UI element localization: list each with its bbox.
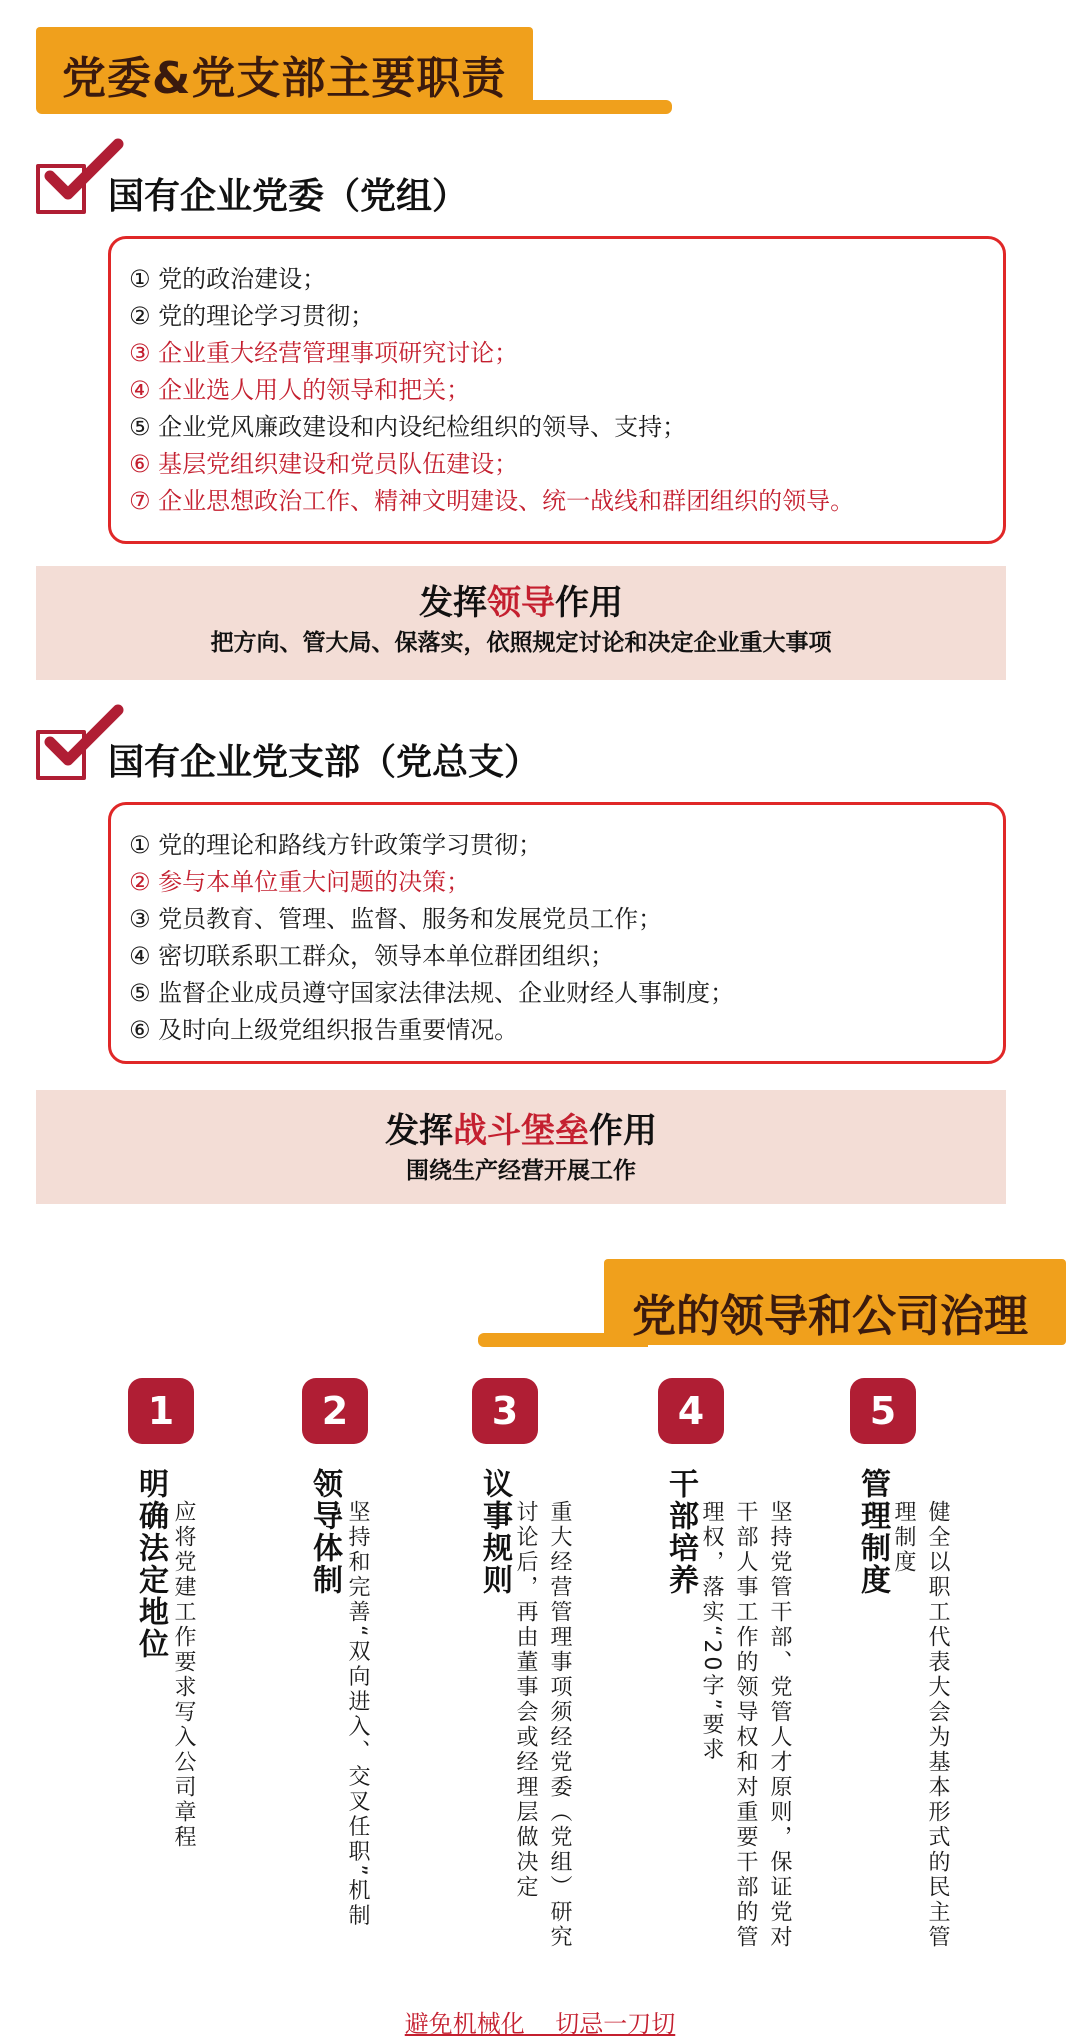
- committee-role-band: [36, 566, 1006, 680]
- duty-item: ① 党的理论和路线方针政策学习贯彻；: [129, 831, 543, 859]
- checkbox-icon: [36, 164, 86, 214]
- duty-item: ① 党的政治建设；: [129, 265, 327, 293]
- duty-item: ⑤ 监督企业成员遵守国家法律法规、企业财经人事制度；: [129, 979, 735, 1007]
- duty-item: ③ 党员教育、管理、监督、服务和发展党员工作；: [129, 905, 663, 933]
- governance-title: 领导体制: [307, 1468, 342, 1596]
- checkbox-icon: [36, 730, 86, 780]
- governance-title: 干部培养: [663, 1468, 698, 1596]
- committee-heading: 国有企业党委（党组）: [108, 176, 469, 217]
- governance-title: 管理制度: [855, 1468, 890, 1596]
- governance-desc: 应将党建工作要求写入公司章程: [171, 1500, 196, 1850]
- governance-desc: 坚持和完善“双向进入、交叉任职”机制: [345, 1500, 370, 1929]
- governance-desc: 重大经营管理事项须经党委（党组）研究 讨论后，再由董事会或经理层做决定: [513, 1500, 572, 1950]
- committee-duties-box: [108, 236, 1006, 544]
- number-badge: 2: [302, 1378, 368, 1444]
- duty-item: ② 党的理论学习贯彻；: [129, 302, 375, 330]
- section-title: 党的领导和公司治理: [632, 1291, 1028, 1342]
- governance-desc: 坚持党管干部、党管人才原则，保证党对 干部人事工作的领导权和对重要干部的管 理权，落实“20字”要求: [699, 1500, 792, 1950]
- number-badge: 4: [658, 1378, 724, 1444]
- role-title: 发挥战斗堡垒作用: [385, 1111, 657, 1151]
- duty-item: ② 参与本单位重大问题的决策；: [129, 868, 471, 896]
- governance-title: 明确法定地位: [133, 1468, 168, 1660]
- duty-item: ⑥ 基层党组织建设和党员队伍建设；: [129, 450, 519, 478]
- section-banner-underline: [478, 1333, 648, 1347]
- branch-duties-box: [108, 802, 1006, 1064]
- governance-desc: 健全以职工代表大会为基本形式的民主管 理制度: [891, 1500, 950, 1950]
- duty-item: ③ 企业重大经营管理事项研究讨论；: [129, 339, 519, 367]
- duty-item: ⑥ 及时向上级党组织报告重要情况。: [129, 1016, 519, 1044]
- role-description: 把方向、管大局、保落实，依照规定讨论和决定企业重大事项: [210, 630, 832, 656]
- duty-item: ⑤ 企业党风廉政建设和内设纪检组织的领导、支持；: [129, 413, 687, 441]
- number-badge: 1: [128, 1378, 194, 1444]
- duty-item: ④ 企业选人用人的领导和把关；: [129, 376, 471, 404]
- branch-role-band: [36, 1090, 1006, 1204]
- number-badge: 5: [850, 1378, 916, 1444]
- duty-item: ⑦ 企业思想政治工作、精神文明建设、统一战线和群团组织的领导。: [129, 487, 855, 515]
- duty-item: ④ 密切联系职工群众，领导本单位群团组织；: [129, 942, 615, 970]
- section-title: 党委&党支部主要职责: [62, 53, 507, 104]
- role-description: 围绕生产经营开展工作: [406, 1158, 636, 1184]
- branch-heading: 国有企业党支部（党总支）: [108, 742, 541, 783]
- footer-slogan: 避免机械化 切忌一刀切: [404, 2010, 676, 2038]
- number-badge: 3: [472, 1378, 538, 1444]
- governance-title: 议事规则: [477, 1468, 512, 1596]
- role-title: 发挥领导作用: [419, 583, 623, 623]
